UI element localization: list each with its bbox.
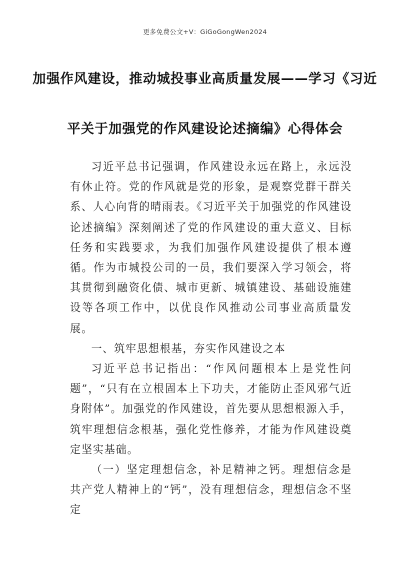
document-body (70, 157, 352, 521)
document-title-line-1: 加强作风建设，推动城投事业高质量发展——学习《习近 (32, 72, 378, 87)
header-note: 更多免费公文+V：GiGoGongWen2024 (142, 28, 267, 36)
body-paragraph-2: 习近平总书记指出：“作风问题根本上是党性问题”，“只有在立根固本上下功夫，才能防止歪风邪气近身附体”。加强党的作风建设，首先要从思想根源入手，筑牢理想信念根基，强化党性修养，才能为作风建设奠定坚实基础。 (70, 363, 352, 456)
body-paragraph-3: （一）坚定理想信念，补足精神之钙。理想信念是共产党人精神上的“钙”，没有理想信念，理想信念不坚定 (70, 464, 352, 517)
document-title-line-2: 平关于加强党的作风建设论述摘编》心得体会 (67, 122, 343, 137)
body-paragraph-intro: 习近平总书记强调，作风建设永远在路上，永远没有休止符。党的作风就是党的形象，是观察党群干群关系、人心向背的晴雨表。《习近平关于加强党的作风建设论述摘编》深刻阐述了党的作风建设的重大意义、目标任务和实践要求，为我们加强作风建设提供了根本遵循。作为市城投公司的一员，我们要深入学习领会，将其贯彻到融资化债、城市更新、城镇建设、基础设施建设等各项工作中，以优良作风推动公司事业高质量发展。 (70, 161, 352, 335)
section-heading-1: 一、筑牢思想根基，夯实作风建设之本 (91, 342, 286, 355)
